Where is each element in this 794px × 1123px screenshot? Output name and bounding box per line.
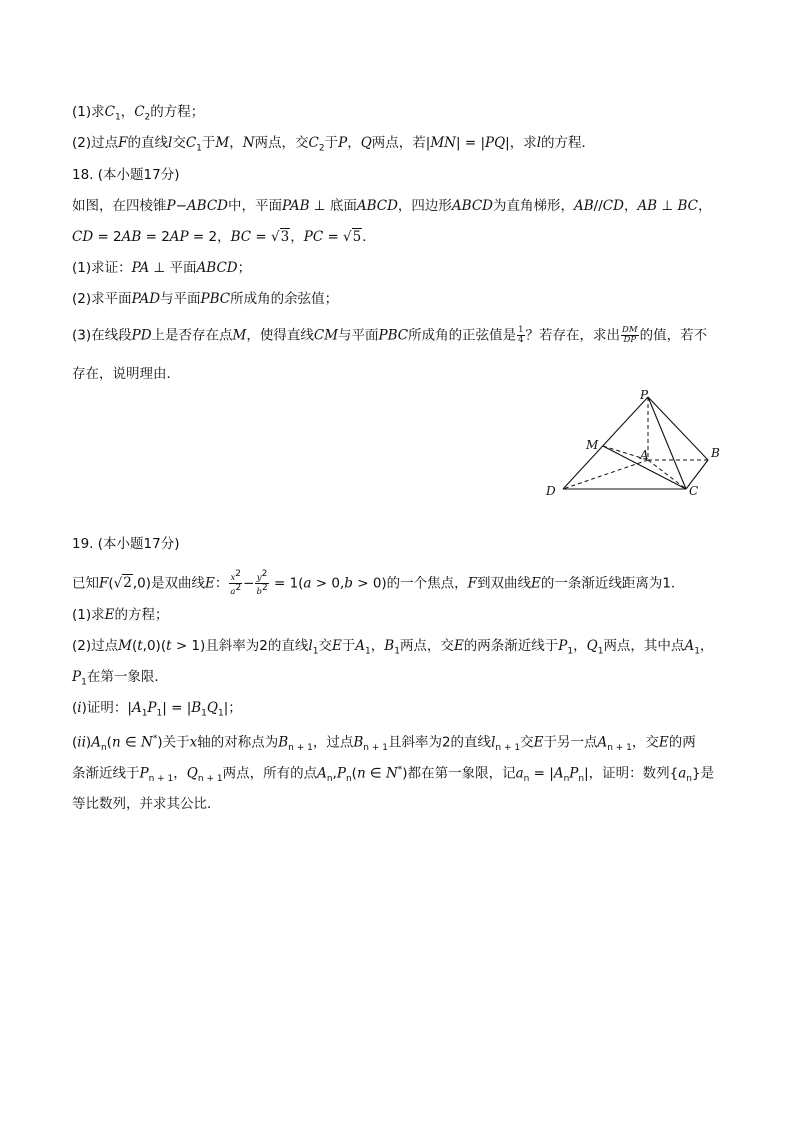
q18-stem-line1: 如图，在四棱锥P−ABCD中，平面PAB ⊥ 底面ABCD，四边形ABCD为直角梯形，AB//CD，AB ⊥ BC， bbox=[72, 198, 712, 214]
label-A: A bbox=[640, 448, 649, 462]
q18-part1: (1)求证：PA ⊥ 平面ABCD； bbox=[72, 260, 252, 276]
q19-part2-line1: (2)过点M(t,0)(t > 1)且斜率为2的直线$l_1$交E于$A_1$，$B_1$两点，交E的两条渐近线于$P_1$，$Q_1$两点，其中点$A_1$， bbox=[72, 638, 714, 657]
label-D: D bbox=[546, 484, 556, 498]
q17-part2: (2)过点F的直线l交$C_1$于M，N两点，交$C_2$于P，Q两点，若|MN| = |PQ|，求l的方程． bbox=[72, 135, 596, 154]
q19-stem: 已知F(√2,0)是双曲线E： $\frac{x^2}{a^2}$ − $\frac{y^2}{b^2}$ = 1(a > 0,b > 0)的一个焦点，F到双曲线E的一条渐近线距离为1． bbox=[72, 569, 685, 597]
q18-header: 18. (本小题17分) bbox=[72, 167, 180, 183]
q19-sub-ii-line1: $(ii)A_n(n$ ∈ N*)关于x轴的对称点为$B_{n + 1}$，过点$B_{n + 1}$且斜率为2的直线$l_{n + 1}$交E于另一点$A_{n + 1}$，交E的两 bbox=[72, 734, 696, 754]
label-P: P bbox=[640, 388, 649, 402]
label-B: B bbox=[711, 446, 720, 460]
pyramid-figure bbox=[540, 384, 730, 500]
q19-part1: (1)求E的方程； bbox=[72, 607, 169, 623]
q19-sub-i: (i)证明：$|A_1P_1| = |B_1Q_1|$； bbox=[72, 700, 242, 719]
q19-sub-ii-line3: 等比数列，并求其公比． bbox=[72, 796, 221, 812]
q17-part1: (1)求$C_1$，$C_2$的方程； bbox=[72, 104, 205, 123]
label-M: M bbox=[586, 438, 599, 452]
q18-part3-line1: (3)在线段PD上是否存在点M，使得直线CM与平面PBC所成角的正弦值是 $\frac{1}{4}$ ？若存在，求出 $\frac{DM}{DP}$ 的值，若不 bbox=[72, 325, 708, 345]
q19-header: 19. (本小题17分) bbox=[72, 536, 180, 552]
q18-stem-line2: CD = 2AB = 2AP = 2，BC = √3，PC = √5． bbox=[72, 229, 376, 245]
label-C: C bbox=[689, 484, 699, 498]
q18-part2: (2)求平面PAD与平面PBC所成角的余弦值； bbox=[72, 291, 339, 307]
q18-part3-line2: 存在，说明理由． bbox=[72, 366, 180, 382]
q19-part2-line2: $P_1$在第一象限． bbox=[72, 669, 168, 688]
q19-sub-ii-line2: 条渐近线于$P_{n + 1}$，$Q_{n + 1}$两点，所有的点$A_n,P_n(n$ ∈ N*)都在第一象限，记$a_n = |A_nP_n|$，证明：数列$\{a_n\}$是 bbox=[72, 765, 715, 785]
